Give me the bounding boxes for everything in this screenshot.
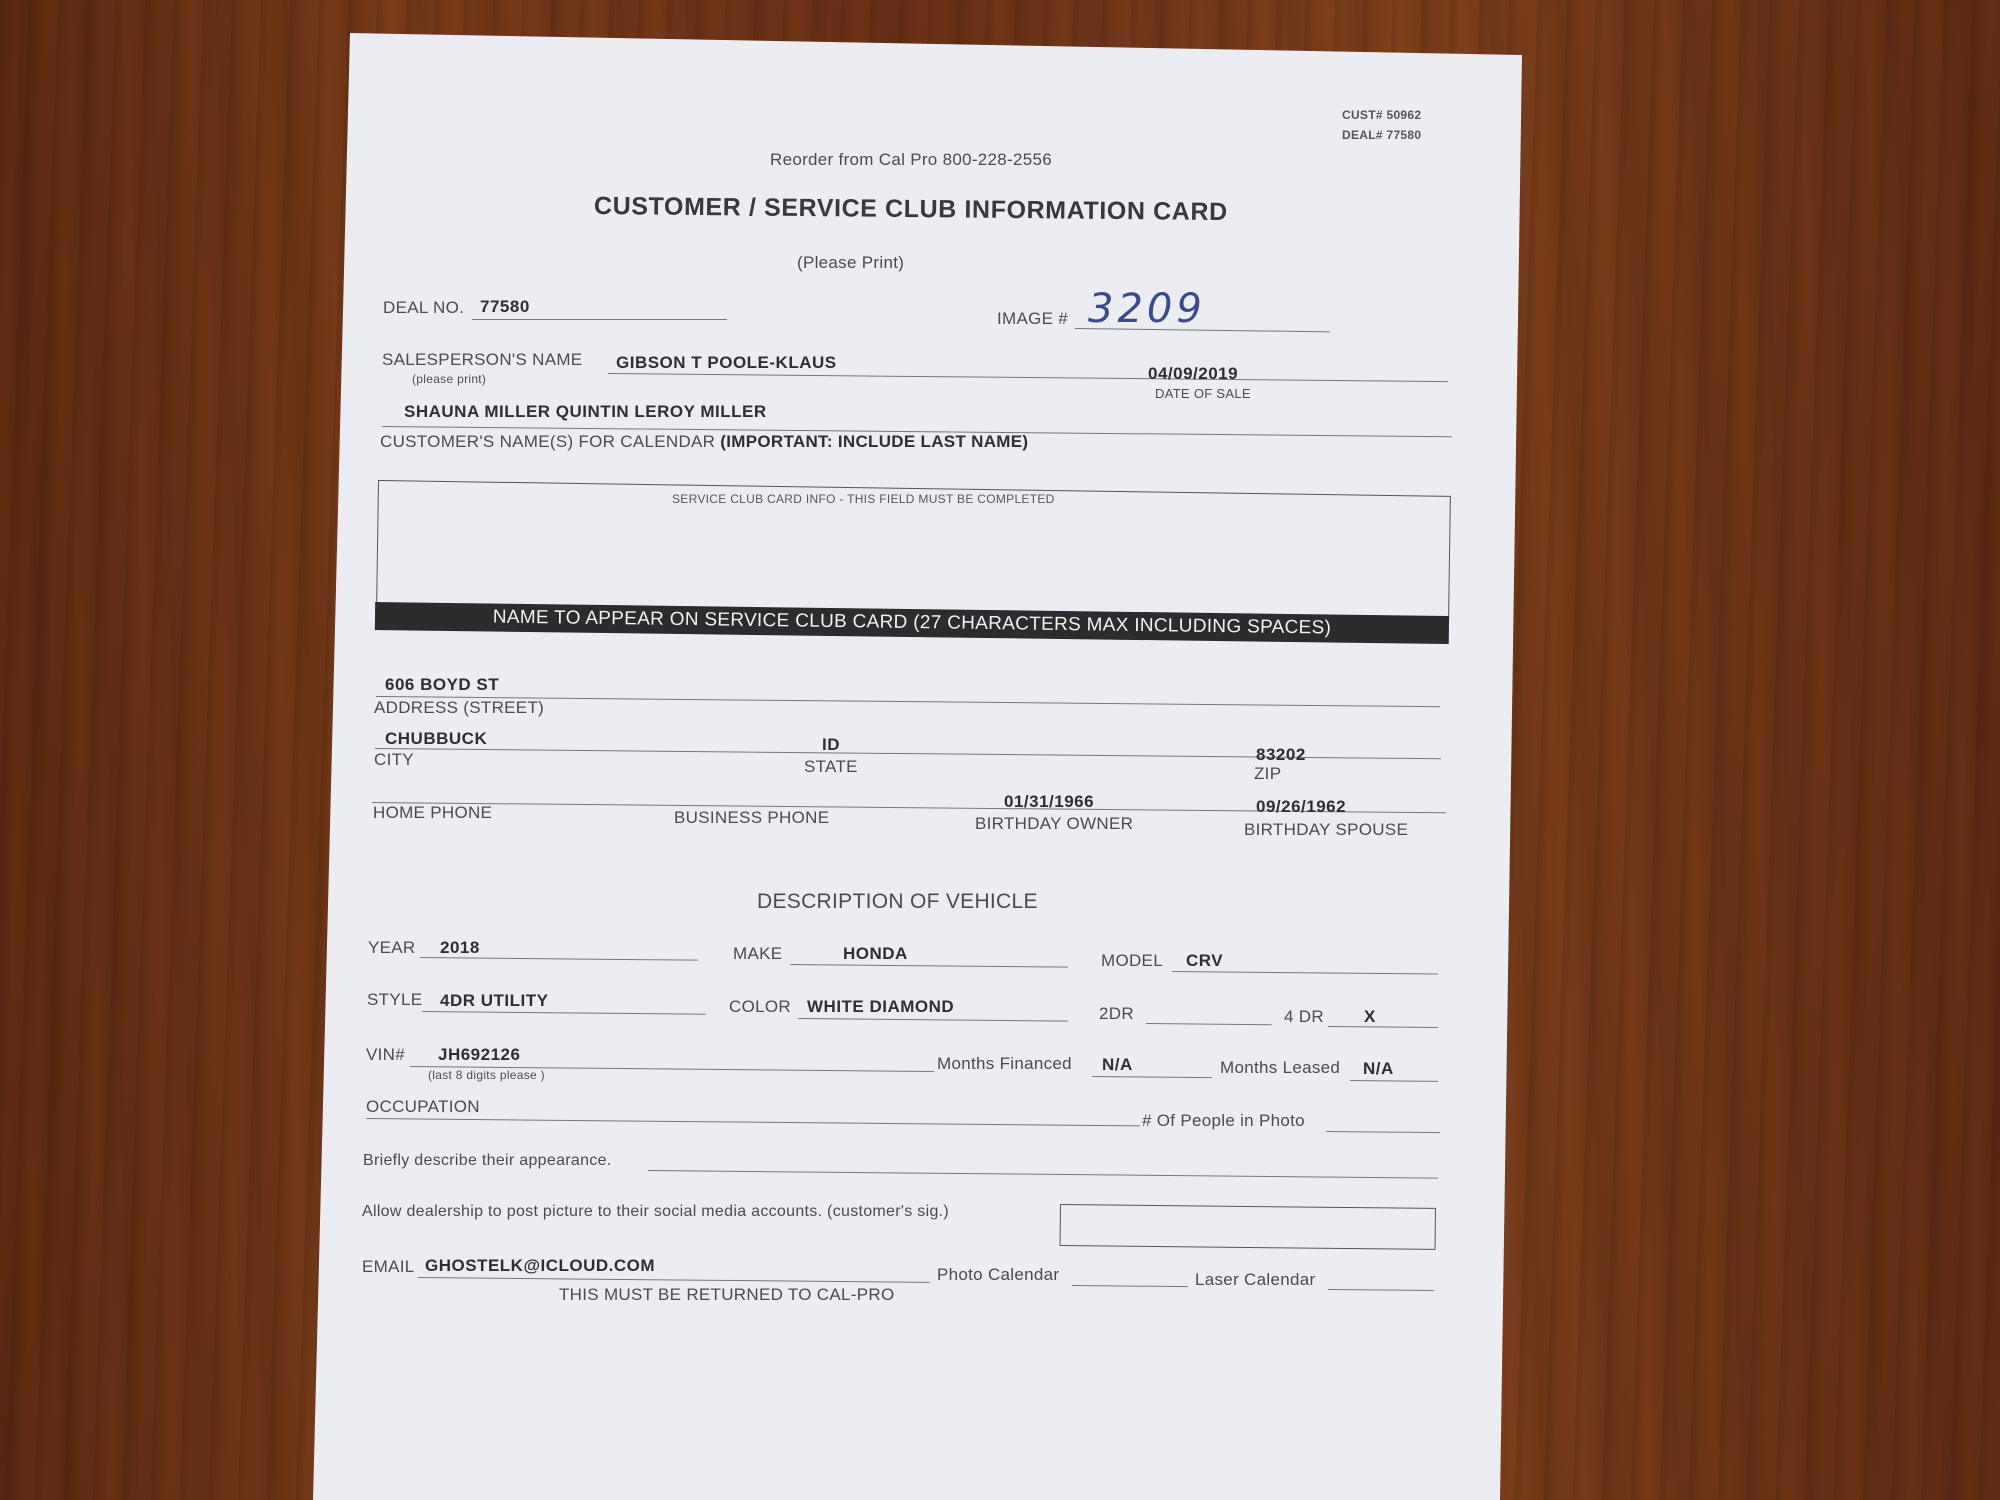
people-in-photo-label: # Of People in Photo	[1142, 1111, 1305, 1130]
appearance-label: Briefly describe their appearance.	[363, 1152, 612, 1169]
model-value: CRV	[1186, 951, 1224, 970]
birthday-owner-label: BIRTHDAY OWNER	[975, 814, 1134, 833]
make-label: MAKE	[733, 944, 783, 963]
state-value: ID	[822, 735, 840, 754]
customer-name-important: (IMPORTANT: INCLUDE LAST NAME)	[720, 432, 1029, 451]
zip-value: 83202	[1256, 745, 1306, 764]
address-label: ADDRESS (STREET)	[374, 698, 545, 717]
customer-name-label: CUSTOMER'S NAME(S) FOR CALENDAR (IMPORTANT: INCLUDE LAST NAME)	[380, 432, 1029, 451]
laser-calendar-label: Laser Calendar	[1195, 1270, 1316, 1289]
deal-no-value: 77580	[480, 297, 530, 316]
style-value: 4DR UTILITY	[440, 991, 549, 1010]
form-title: CUSTOMER / SERVICE CLUB INFORMATION CARD	[593, 192, 1228, 227]
return-note: THIS MUST BE RETURNED TO CAL-PRO	[559, 1285, 895, 1304]
style-label: STYLE	[367, 990, 423, 1009]
vin-value: JH692126	[438, 1045, 521, 1064]
make-value: HONDA	[843, 944, 908, 963]
business-phone-label: BUSINESS PHONE	[674, 808, 830, 827]
image-number-handwritten: 3209	[1088, 286, 1206, 332]
deal-no-label: DEAL NO.	[383, 298, 465, 317]
city-label: CITY	[374, 750, 414, 769]
year-value: 2018	[440, 938, 480, 957]
vin-label: VIN#	[366, 1045, 405, 1064]
occupation-label: OCCUPATION	[366, 1097, 480, 1116]
months-leased-label: Months Leased	[1220, 1058, 1341, 1077]
model-label: MODEL	[1101, 951, 1163, 970]
birthday-spouse-label: BIRTHDAY SPOUSE	[1244, 820, 1409, 839]
email-value: GHOSTELK@ICLOUD.COM	[425, 1256, 656, 1275]
months-leased-value: N/A	[1363, 1059, 1394, 1078]
vehicle-heading: DESCRIPTION OF VEHICLE	[757, 890, 1038, 913]
city-value: CHUBBUCK	[385, 729, 488, 748]
salesperson-sublabel: (please print)	[412, 372, 487, 386]
social-media-label: Allow dealership to post picture to their social media accounts. (customer's sig.)	[362, 1203, 950, 1220]
deal-number-corner: DEAL# 77580	[1342, 128, 1422, 142]
service-club-name-bar: NAME TO APPEAR ON SERVICE CLUB CARD (27 CHARACTERS MAX INCLUDING SPACES)	[375, 602, 1449, 644]
cust-number: CUST# 50962	[1342, 108, 1422, 122]
date-of-sale-value: 04/09/2019	[1148, 364, 1239, 383]
four-door-label: 4 DR	[1284, 1007, 1324, 1026]
email-label: EMAIL	[362, 1257, 415, 1276]
reorder-note: Reorder from Cal Pro 800-228-2556	[770, 150, 1053, 169]
service-club-caption: SERVICE CLUB CARD INFO - THIS FIELD MUST BE COMPLETED	[672, 492, 1055, 506]
address-value: 606 BOYD ST	[385, 675, 500, 694]
salesperson-value: GIBSON T POOLE-KLAUS	[616, 353, 837, 372]
customer-name-value: SHAUNA MILLER QUINTIN LEROY MILLER	[404, 402, 767, 421]
year-label: YEAR	[368, 938, 416, 957]
signature-box[interactable]	[1060, 1204, 1436, 1250]
color-label: COLOR	[729, 997, 791, 1016]
photo-calendar-label: Photo Calendar	[937, 1265, 1060, 1284]
salesperson-label: SALESPERSON'S NAME	[382, 350, 583, 369]
home-phone-label: HOME PHONE	[373, 803, 493, 822]
zip-label: ZIP	[1254, 764, 1282, 783]
color-value: WHITE DIAMOND	[807, 997, 955, 1016]
please-print-note: (Please Print)	[797, 253, 905, 272]
vin-note: (last 8 digits please )	[428, 1068, 545, 1082]
state-label: STATE	[804, 757, 858, 776]
months-financed-label: Months Financed	[937, 1054, 1072, 1073]
deal-no-line	[472, 319, 727, 320]
date-of-sale-label: DATE OF SALE	[1155, 386, 1251, 401]
two-door-label: 2DR	[1099, 1004, 1134, 1023]
image-label: IMAGE #	[997, 309, 1069, 328]
birthday-owner-value: 01/31/1966	[1004, 792, 1095, 811]
four-door-value: X	[1364, 1007, 1376, 1026]
birthday-spouse-value: 09/26/1962	[1256, 797, 1347, 816]
months-financed-value: N/A	[1102, 1055, 1133, 1074]
